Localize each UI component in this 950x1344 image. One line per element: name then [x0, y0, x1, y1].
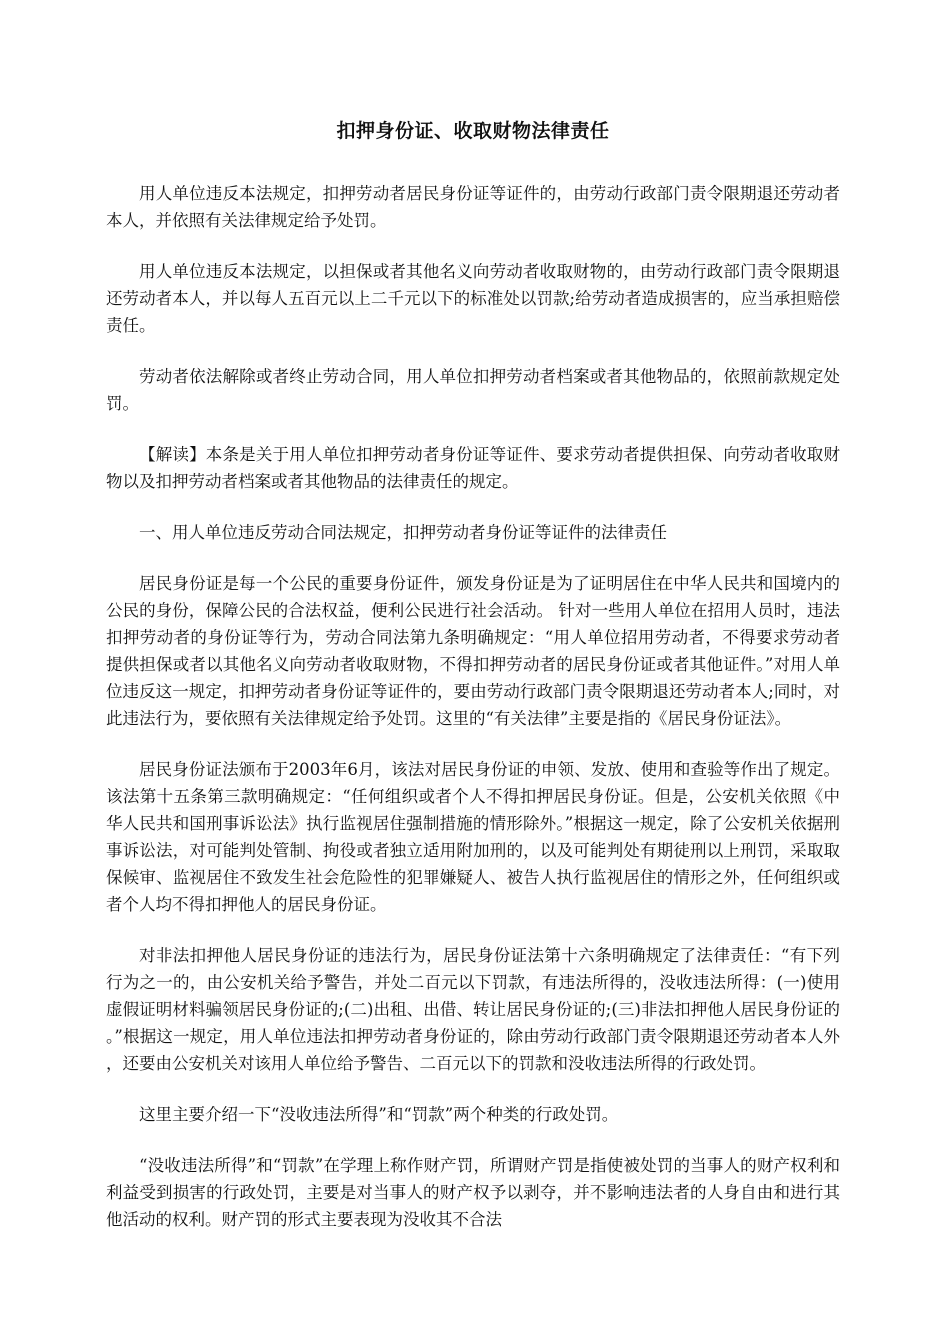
paragraph-interpretation: 【解读】本条是关于用人单位扣押劳动者身份证等证件、要求劳动者提供担保、向劳动者收取财物以及扣押劳动者档案或者其他物品的法律责任的规定。 [106, 445, 840, 491]
section-heading-1: 一、用人单位违反劳动合同法规定，扣押劳动者身份证等证件的法律责任 [139, 523, 667, 542]
paragraph-1: 用人单位违反本法规定，扣押劳动者居民身份证等证件的，由劳动行政部门责令限期退还劳动者本人，并依照有关法律规定给予处罚。 [106, 184, 840, 230]
paragraph-5: 居民身份证是每一个公民的重要身份证件，颁发身份证是为了证明居住在中华人民共和国境内的公民的身份，保障公民的合法权益，便利公民进行社会活动。 针对一些用人单位在招用人员时，违法扣押劳动者的身份证等行为，劳动合同法第九条明确规定：“用人单位招用劳动者，不得要求劳动者提供担保或者以其他名义向劳动者收取财物，不得扣押劳动者的居民身份证或者其他证件。”对用人单位违反这一规定，扣押劳动者身份证等证件的，要由劳动行政部门责令限期退还劳动者本人;同时，对此违法行为，要依照有关法律规定给予处罚。这里的“有关法律”主要是指的《居民身份证法》。 [106, 574, 840, 728]
paragraph-2: 用人单位违反本法规定，以担保或者其他名义向劳动者收取财物的，由劳动行政部门责令限期退还劳动者本人，并以每人五百元以上二千元以下的标准处以罚款;给劳动者造成损害的，应当承担赔偿责任。 [106, 262, 840, 335]
document-title: 扣押身份证、收取财物法律责任 [336, 120, 610, 142]
paragraph-6: 居民身份证法颁布于2003年6月，该法对居民身份证的申领、发放、使用和查验等作出了规定。该法第十五条第三款明确规定：“任何组织或者个人不得扣押居民身份证。但是，公安机关依照《中华人民共和国刑事诉讼法》执行监视居住强制措施的情形除外。”根据这一规定，除了公安机关依据刑事诉讼法，对可能判处管制、拘役或者独立适用附加刑的，以及可能判处有期徒刑以上刑罚，采取取保候审、监视居住不致发生社会危险性的犯罪嫌疑人、被告人执行监视居住的情形之外，任何组织或者个人均不得扣押他人的居民身份证。 [106, 760, 840, 914]
paragraph-7: 对非法扣押他人居民身份证的违法行为，居民身份证法第十六条明确规定了法律责任：“有下列行为之一的，由公安机关给予警告，并处二百元以下罚款，有违法所得的，没收违法所得：(一)使用虚假证明材料骗领居民身份证的;(二)出租、出借、转让居民身份证的;(三)非法扣押他人居民身份证的。”根据这一规定，用人单位违法扣押劳动者身份证的，除由劳动行政部门责令限期退还劳动者本人外，还要由公安机关对该用人单位给予警告、二百元以下的罚款和没收违法所得的行政处罚。 [106, 946, 840, 1073]
paragraph-8: 这里主要介绍一下“没收违法所得”和“罚款”两个种类的行政处罚。 [139, 1105, 619, 1124]
paragraph-3: 劳动者依法解除或者终止劳动合同，用人单位扣押劳动者档案或者其他物品的，依照前款规定处罚。 [106, 367, 840, 413]
paragraph-9: “没收违法所得”和“罚款”在学理上称作财产罚，所谓财产罚是指使被处罚的当事人的财产权利和利益受到损害的行政处罚，主要是对当事人的财产权予以剥夺，并不影响违法者的人身自由和进行其他活动的权利。财产罚的形式主要表现为没收其不合法 [106, 1156, 840, 1229]
